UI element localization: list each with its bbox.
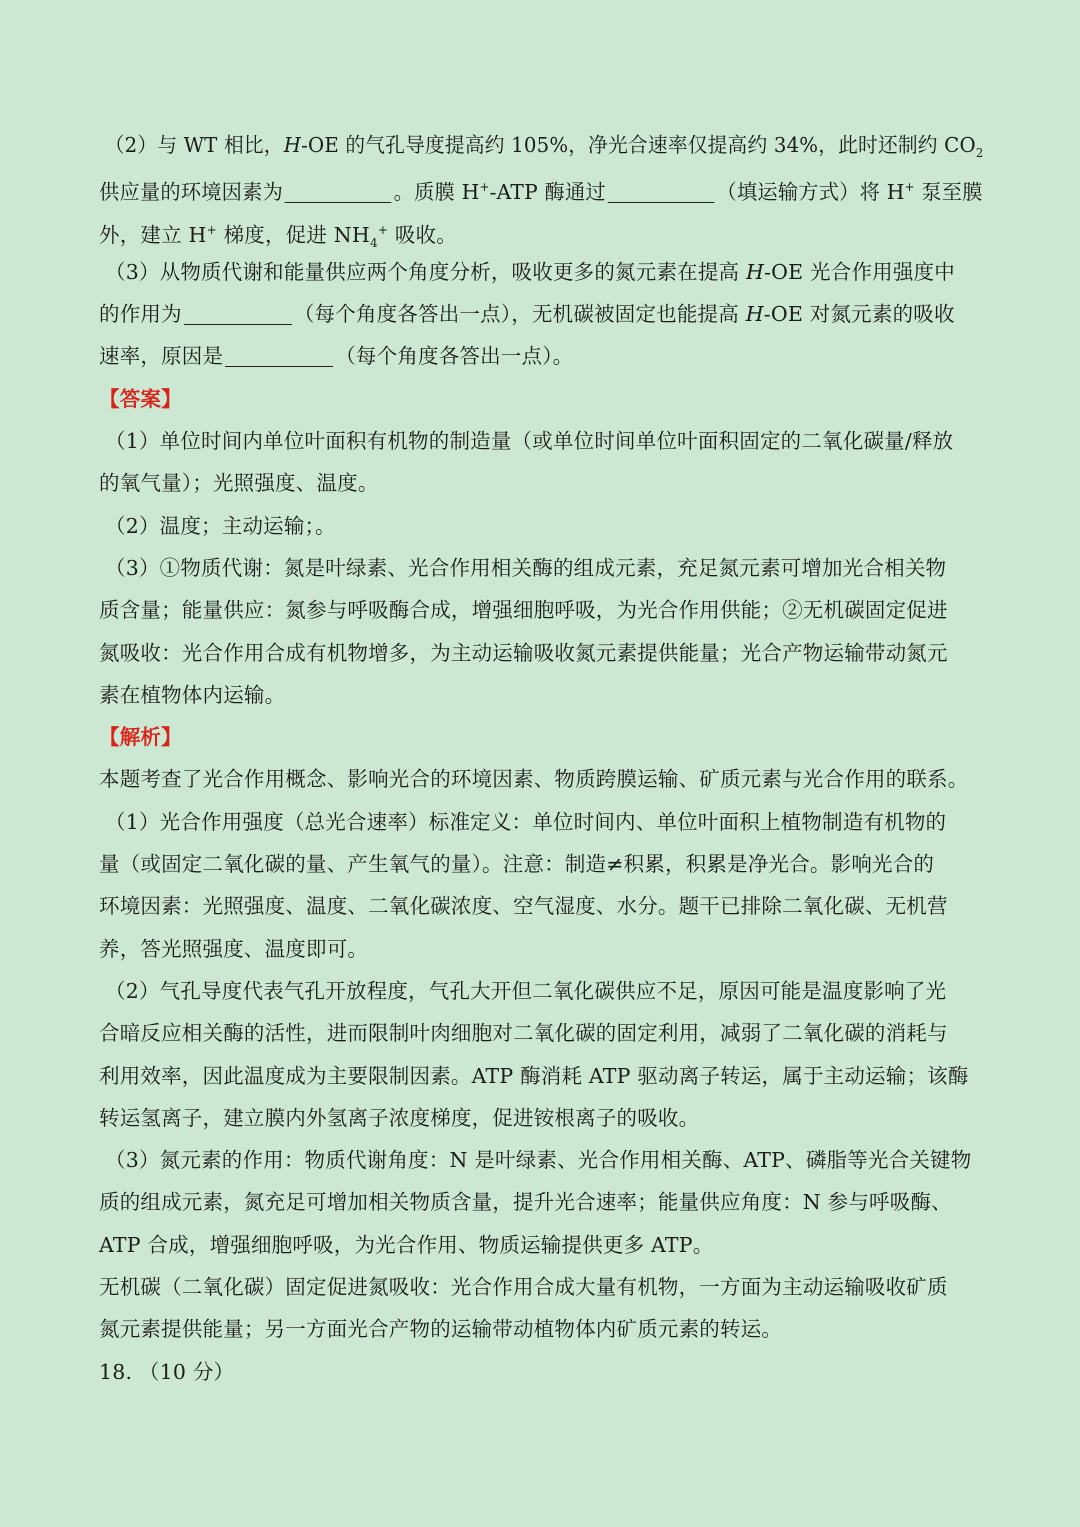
text: -ATP 酶通过 xyxy=(489,180,606,205)
analysis-line: 合暗反应相关酶的活性，进而限制叶肉细胞对二氧化碳的固定利用，减弱了二氧化碳的消耗与 xyxy=(99,1021,948,1046)
answer-line: 质含量；能量供应：氮参与呼吸酶合成，增强细胞呼吸，为光合作用供能；②无机碳固定促进 xyxy=(99,598,948,623)
superscript: + xyxy=(904,180,915,195)
analysis-label: 【解析】 xyxy=(99,725,182,750)
analysis-line: 养，答光照强度、温度即可。 xyxy=(99,936,369,961)
analysis-line: 氮元素提供能量；另一方面光合产物的运输带动植物体内矿质元素的转运。 xyxy=(99,1317,783,1342)
analysis-line: 利用效率，因此温度成为主要限制因素。ATP 酶消耗 ATP 驱动离子转运，属于主动运输；该酶 xyxy=(99,1063,969,1088)
analysis-line: 质的组成元素，氮充足可增加相关物质含量，提升光合速率；能量供应角度：N 参与呼吸酶、 xyxy=(99,1190,952,1215)
answer-label: 【答案】 xyxy=(99,386,182,411)
q3-line-2 xyxy=(99,293,983,335)
superscript: + xyxy=(206,222,217,237)
answer-line: 的氧气量）；光照强度、温度。 xyxy=(99,471,379,496)
answer-blank[interactable] xyxy=(608,180,715,203)
text: -OE 对氮元素的吸收 xyxy=(763,302,955,327)
answer-blank[interactable] xyxy=(225,344,333,367)
text: 外，建立 H xyxy=(99,222,207,247)
text: 的作用为 xyxy=(99,302,182,327)
italic-h: H xyxy=(745,259,765,284)
analysis-line: 量（或固定二氧化碳的量、产生氧气的量）。注意：制造≠积累，积累是净光合。影响光合的 xyxy=(99,852,935,877)
answer-line: 氮吸收：光合作用合成有机物增多，为主动运输吸收氮元素提供能量；光合产物运输带动氮元 xyxy=(99,640,948,665)
q2-line-1 xyxy=(99,124,984,166)
superscript: + xyxy=(377,222,389,237)
text: 吸收。 xyxy=(388,222,457,247)
analysis-line: ATP 合成，增强细胞呼吸，为光合作用、物质运输提供更多 ATP。 xyxy=(99,1232,714,1257)
text: （2）与 WT 相比， xyxy=(104,133,284,157)
text: （3）从物质代谢和能量供应两个角度分析，吸收更多的氮元素在提高 xyxy=(105,259,746,284)
answer-line: （3）①物质代谢：氮是叶绿素、光合作用相关酶的组成元素，充足氮元素可增加光合相关物 xyxy=(105,555,947,580)
text: 速率，原因是 xyxy=(99,344,224,369)
q3-line-1 xyxy=(99,251,983,293)
text: （每个角度各答出一点）。 xyxy=(335,344,574,369)
analysis-line: （1）光合作用强度（总光合速率）标准定义：单位时间内、单位叶面积上植物制造有机物的 xyxy=(105,809,947,834)
subscript: 2 xyxy=(975,146,984,160)
analysis-line: 无机碳（二氧化碳）固定促进氮吸收：光合作用合成大量有机物，一方面为主动运输吸收矿质 xyxy=(99,1275,948,1300)
text: （填运输方式）将 H xyxy=(716,180,905,205)
q2-line-2 xyxy=(99,166,983,208)
superscript: + xyxy=(479,180,490,195)
document-page xyxy=(99,124,983,1393)
answer-line: 素在植物体内运输。 xyxy=(99,682,286,707)
analysis-line: （3）氮元素的作用：物质代谢角度：N 是叶绿素、光合作用相关酶、ATP、磷脂等光合关键物 xyxy=(105,1148,972,1173)
text: （每个角度各答出一点），无机碳被固定也能提高 xyxy=(293,302,746,327)
subscript: 4 xyxy=(370,235,378,250)
analysis-line: （2）气孔导度代表气孔开放程度，气孔大开但二氧化碳供应不足，原因可能是温度影响了光 xyxy=(105,978,947,1003)
text: 梯度，促进 NH xyxy=(216,222,371,247)
text: -OE 光合作用强度中 xyxy=(764,259,955,284)
analysis-line: 转运氢离子，建立膜内外氢离子浓度梯度，促进铵根离子的吸收。 xyxy=(99,1105,700,1130)
answer-line: （2）温度；主动运输；。 xyxy=(105,513,336,538)
analysis-line: 本题考查了光合作用概念、影响光合的环境因素、物质跨膜运输、矿质元素与光合作用的联系。 xyxy=(99,767,969,792)
next-question-number: 18. （10 分） xyxy=(99,1359,235,1384)
text: -OE 的气孔导度提高约 105%，净光合速率仅提高约 34%，此时还制约 CO xyxy=(301,133,976,157)
text: 。质膜 H xyxy=(393,180,480,205)
text: 供应量的环境因素为 xyxy=(99,180,284,205)
answer-line: （1）单位时间内单位叶面积有机物的制造量（或单位时间单位叶面积固定的二氧化碳量/释放 xyxy=(105,429,954,454)
q3-line-3 xyxy=(99,335,983,377)
q2-line-3 xyxy=(99,209,983,251)
italic-h: H xyxy=(745,302,764,327)
answer-blank[interactable] xyxy=(285,180,392,203)
analysis-line: 环境因素：光照强度、温度、二氧化碳浓度、空气湿度、水分。题干已排除二氧化碳、无机营 xyxy=(99,894,948,919)
italic-h: H xyxy=(283,133,302,157)
answer-blank[interactable] xyxy=(184,302,292,325)
text: 泵至膜 xyxy=(914,180,983,205)
